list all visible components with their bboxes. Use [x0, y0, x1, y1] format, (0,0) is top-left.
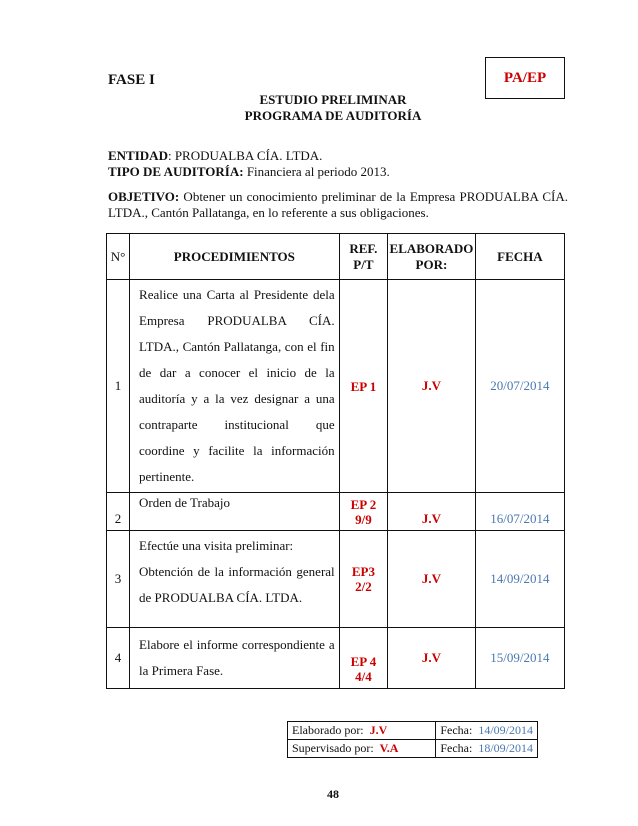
phase-label: FASE I	[108, 72, 155, 88]
entity-value: : PRODUALBA CÍA. LTDA.	[167, 148, 323, 163]
row-reference	[339, 493, 387, 531]
audit-type-value: Financiera al periodo 2013.	[243, 164, 390, 179]
row-number: 1	[107, 280, 130, 493]
row-number: 4	[107, 628, 130, 689]
signoff-table	[287, 721, 538, 758]
table-row	[107, 493, 565, 531]
document-title: ESTUDIO PRELIMINAR	[259, 92, 407, 107]
signoff-row-supervised	[288, 740, 538, 758]
supervised-by-value: V.A	[379, 741, 399, 755]
table-row	[107, 628, 565, 689]
header-date: FECHA	[475, 234, 564, 280]
row-date: 20/07/2014	[475, 280, 564, 493]
entity-label: ENTIDAD	[108, 148, 168, 163]
row-procedure-line1: Efectúe una visita preliminar:	[139, 538, 294, 553]
row-procedure: Elabore el informe correspondiente a la Primera Fase.	[130, 628, 340, 689]
header-reference-line1: REF.	[349, 240, 378, 256]
supervised-by-cell	[288, 740, 436, 758]
prepared-by-value: J.V	[369, 723, 388, 737]
entity-line	[108, 148, 322, 164]
header-prepared-by	[388, 234, 476, 280]
row-reference-pages: 4/4	[355, 669, 372, 684]
row-reference	[339, 531, 387, 628]
supervised-by-label: Supervisado por:	[292, 741, 374, 755]
document-subtitle: PROGRAMA DE AUDITORÍA	[244, 108, 422, 123]
table-header-row	[107, 234, 565, 280]
row-reference	[339, 628, 387, 689]
prepared-by-cell	[288, 722, 436, 740]
audit-type-line	[108, 164, 390, 180]
row-procedure	[130, 531, 340, 628]
row-reference-code: EP 2	[350, 496, 377, 512]
row-prepared-by: J.V	[388, 531, 476, 628]
header-number: N°	[107, 234, 130, 280]
row-procedure: Realice una Carta al Presidente dela Empresa PRODUALBA CÍA. LTDA., Cantón Pallatanga, con el fin de dar a conocer el inicio de la auditoría y a la vez designar a una contraparte institucional que coordine y facilite la información pertinente.	[130, 280, 340, 493]
row-reference-pages: 9/9	[355, 511, 372, 527]
header-prepared-by-line1: ELABORADO	[389, 240, 474, 256]
row-procedure: Orden de Trabajo	[130, 493, 340, 531]
header-procedures: PROCEDIMIENTOS	[130, 234, 340, 280]
objective-label: OBJETIVO:	[108, 189, 180, 204]
row-reference-code: EP 4	[350, 654, 377, 669]
row-date: 14/09/2014	[475, 531, 564, 628]
row-reference-code: EP3	[351, 564, 375, 579]
procedures-table	[106, 233, 565, 689]
document-code-box: PA/EP	[485, 57, 565, 99]
row-number: 3	[107, 531, 130, 628]
row-date: 16/07/2014	[475, 493, 564, 531]
row-procedure-line2: Obtención de la información general de PRODUALBA CÍA. LTDA.	[139, 564, 335, 605]
header-reference	[339, 234, 387, 280]
row-prepared-by: J.V	[388, 493, 476, 531]
row-number: 2	[107, 493, 130, 531]
objective-value: Obtener un conocimiento preliminar de la Empresa PRODUALBA CÍA. LTDA., Cantón Pallatanga, en lo referente a sus obligaciones.	[108, 189, 568, 220]
row-date: 15/09/2014	[475, 628, 564, 689]
supervised-date-label: Fecha:	[440, 741, 473, 755]
page-number: 48	[327, 787, 339, 801]
row-reference: EP 1	[339, 280, 387, 493]
row-prepared-by: J.V	[388, 628, 476, 689]
table-row	[107, 280, 565, 493]
row-reference-pages: 2/2	[355, 579, 372, 594]
supervised-date-cell	[436, 740, 538, 758]
prepared-by-label: Elaborado por:	[292, 723, 364, 737]
signoff-row-prepared	[288, 722, 538, 740]
objective-paragraph	[108, 189, 568, 221]
table-row	[107, 531, 565, 628]
row-prepared-by: J.V	[388, 280, 476, 493]
audit-type-label: TIPO DE AUDITORÍA:	[108, 164, 244, 179]
prepared-date-label: Fecha:	[440, 723, 473, 737]
prepared-date-value: 14/09/2014	[478, 723, 533, 737]
supervised-date-value: 18/09/2014	[478, 741, 533, 755]
header-prepared-by-line2: POR:	[415, 256, 448, 272]
prepared-date-cell	[436, 722, 538, 740]
header-reference-line2: P/T	[353, 256, 374, 272]
